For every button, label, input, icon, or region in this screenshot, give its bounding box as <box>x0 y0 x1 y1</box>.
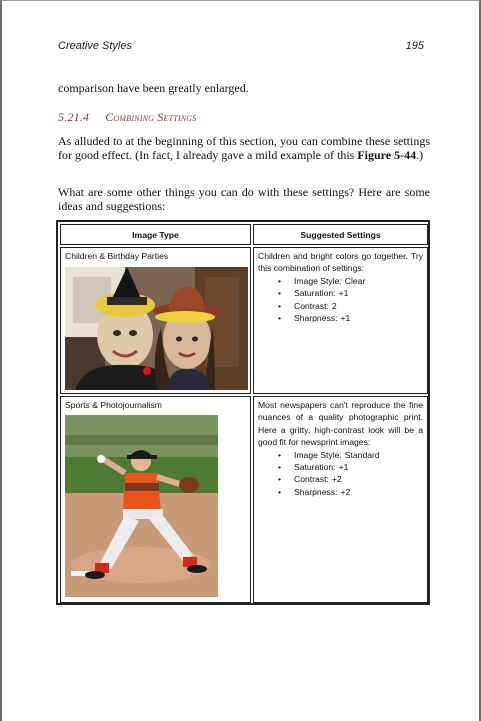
paragraph-ideas: What are some other things you can do with these settings? Here are some ideas and suggestions: <box>58 185 430 213</box>
section-title: Combining Settings <box>105 110 197 124</box>
paragraph-continuation: comparison have been greatly enlarged. <box>58 81 249 95</box>
setting-value: +2 <box>340 486 351 497</box>
setting-label: Contrast: <box>294 474 329 485</box>
list-item <box>278 486 427 498</box>
setting-label: Sharpness: <box>294 313 338 324</box>
page-edge-left <box>0 0 2 721</box>
baseball-photo <box>65 415 218 597</box>
paragraph-intro-end: .) <box>416 148 424 162</box>
paragraph-intro <box>58 134 430 162</box>
page-number: 195 <box>405 40 424 52</box>
settings-intro: Most newspapers can't reproduce the fine nuances of a quality photographic print. Here a gritty, high-contrast look will be a good fit for newsprint images: <box>258 400 423 448</box>
setting-label: Contrast: <box>294 300 329 311</box>
table-cell-suggested-settings <box>253 396 428 603</box>
table-cell-image-type <box>60 247 251 394</box>
list-item <box>278 473 427 485</box>
party-photo <box>65 267 248 390</box>
table-cell-image-type <box>60 396 251 603</box>
setting-label: Image Style: <box>294 275 342 286</box>
list-item <box>278 312 427 324</box>
settings-intro: Children and bright colors go together. Try this combination of settings: <box>258 251 423 274</box>
running-head-title: Creative Styles <box>58 40 132 52</box>
settings-list <box>254 449 427 499</box>
list-item <box>278 461 427 473</box>
figure-reference: Figure 5-44 <box>357 148 417 162</box>
table-header-suggested-settings: Suggested Settings <box>253 224 428 245</box>
setting-value: +1 <box>338 288 349 299</box>
setting-label: Sharpness: <box>294 486 338 497</box>
list-item <box>278 300 427 312</box>
setting-value: +1 <box>338 462 349 473</box>
running-head <box>58 40 424 56</box>
page-edge-top <box>0 0 481 1</box>
setting-value: +2 <box>331 474 342 485</box>
list-item <box>278 275 427 287</box>
settings-list <box>254 275 427 325</box>
setting-value: Standard <box>344 449 380 460</box>
setting-label: Image Style: <box>294 449 342 460</box>
settings-table <box>56 220 430 605</box>
table-header-image-type: Image Type <box>60 224 251 245</box>
section-heading <box>58 110 430 125</box>
image-type-label: Children & Birthday Parties <box>65 251 169 261</box>
table-cell-suggested-settings <box>253 247 428 394</box>
setting-value: +1 <box>340 313 351 324</box>
setting-value: Clear <box>344 275 366 286</box>
paragraph-intro-text: As alluded to at the beginning of this section, you can combine these settings for good effect. (In fact, I already gave a mild example of this <box>58 134 430 162</box>
image-type-label: Sports & Photojournalism <box>65 400 162 410</box>
list-item <box>278 287 427 299</box>
list-item <box>278 449 427 461</box>
setting-value: 2 <box>331 300 337 311</box>
section-number: 5.21.4 <box>58 110 90 124</box>
setting-label: Saturation: <box>294 288 336 299</box>
setting-label: Saturation: <box>294 462 336 473</box>
